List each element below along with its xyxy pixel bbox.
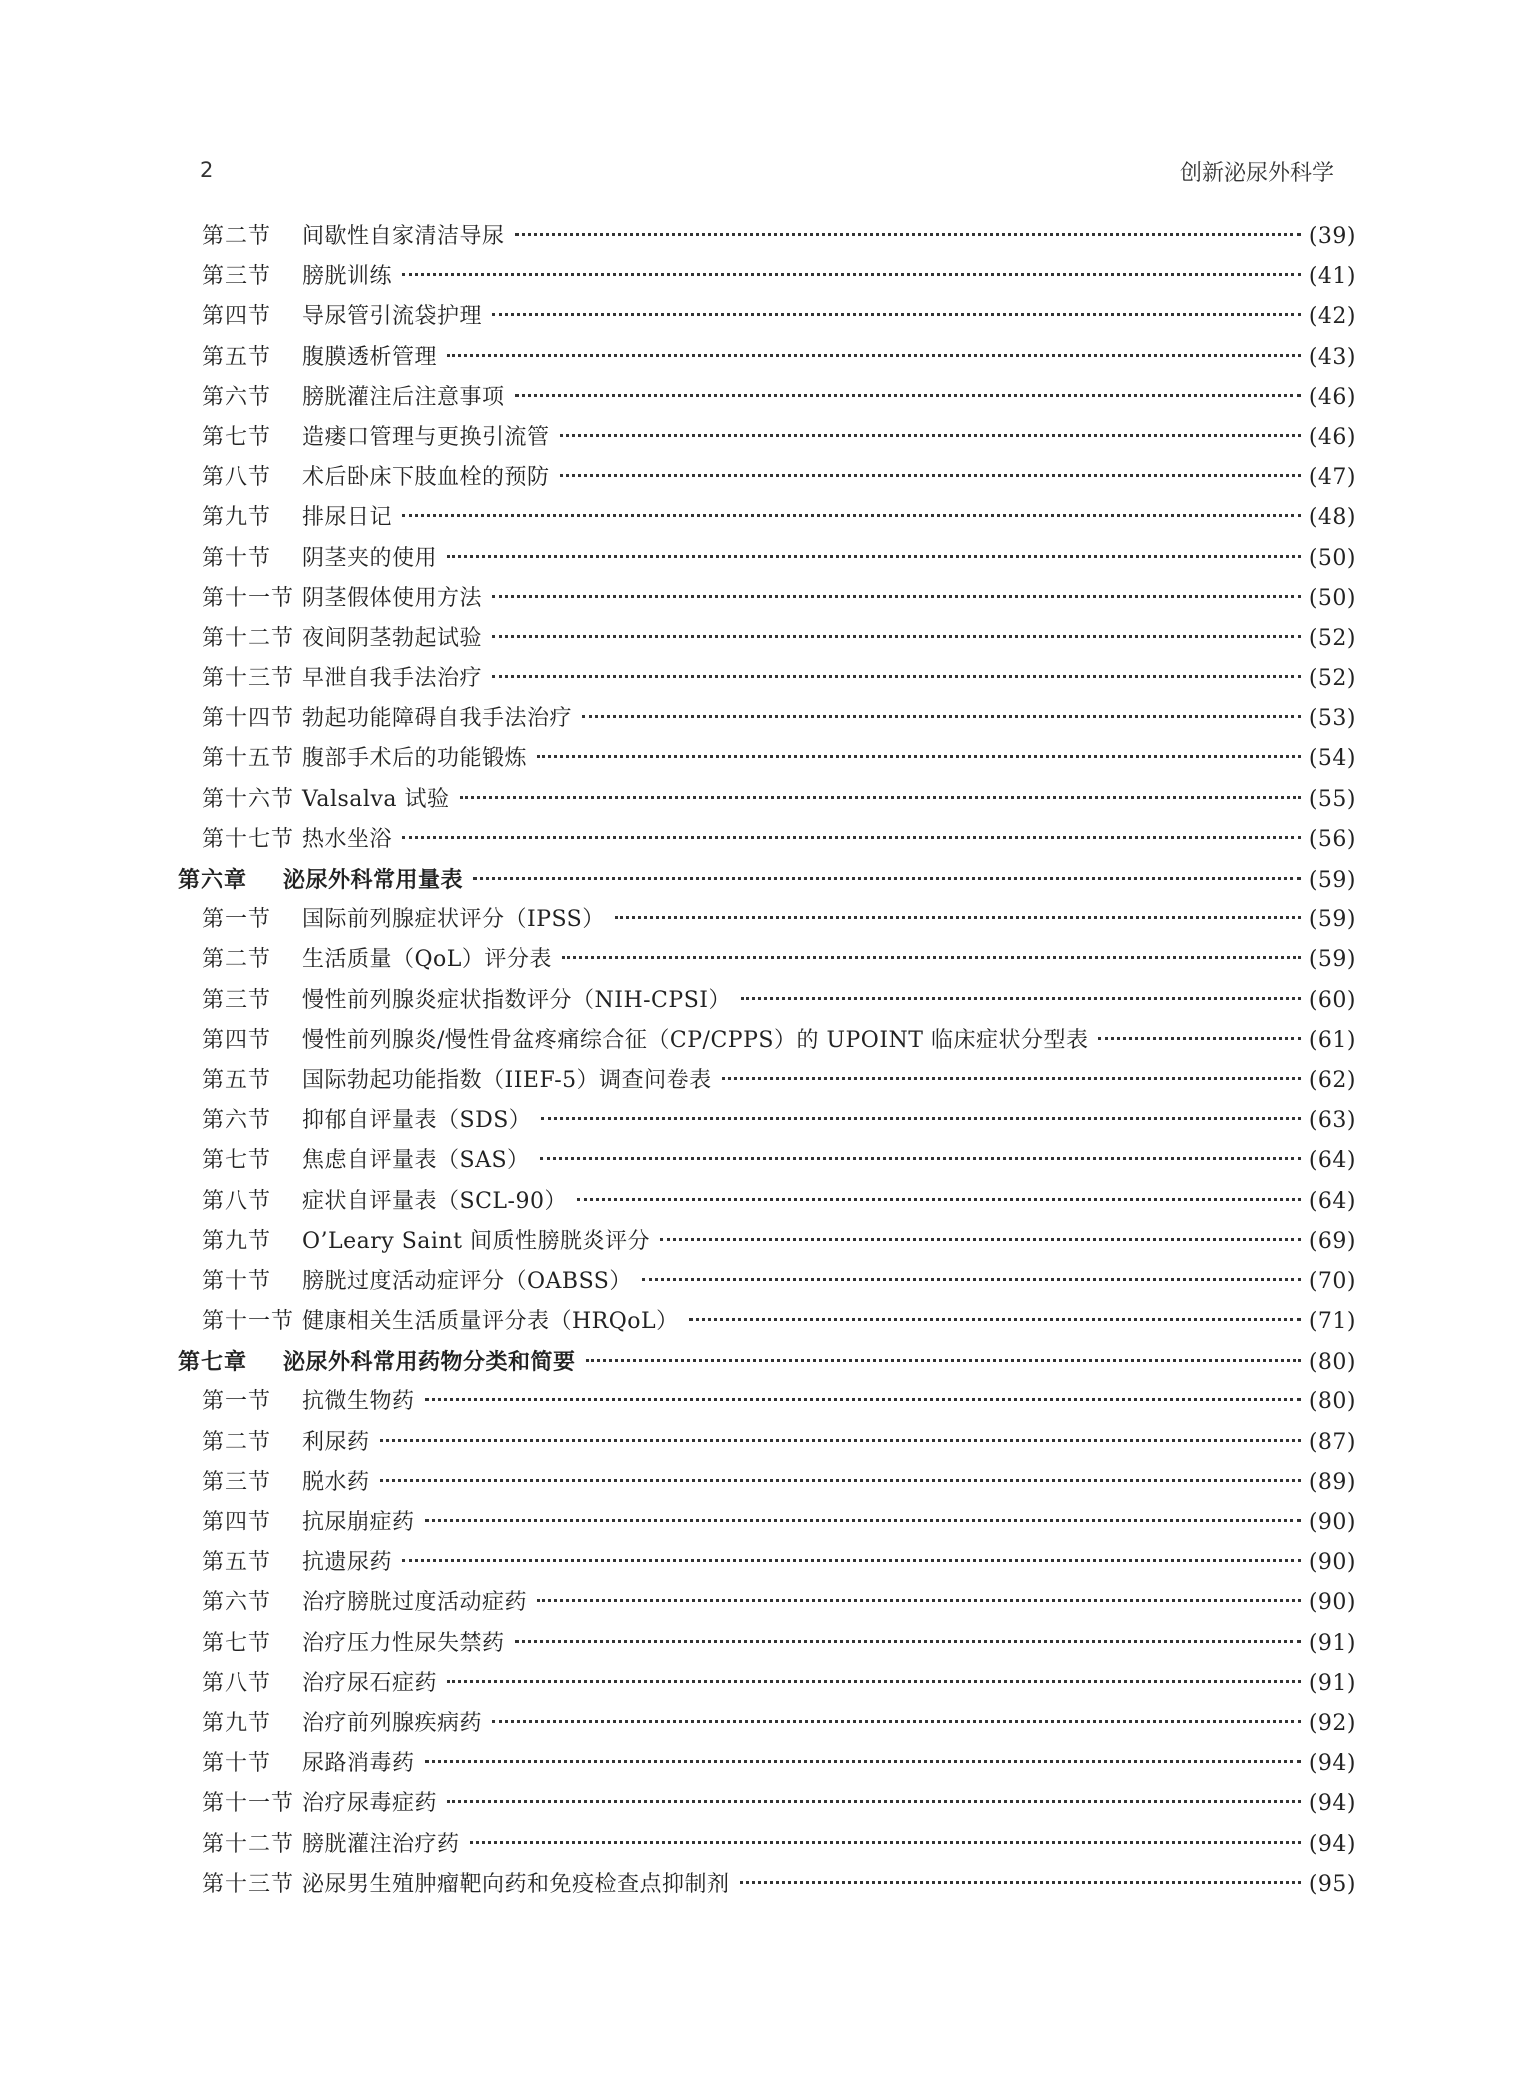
dot-leader <box>402 836 1301 839</box>
toc-entry-label: 第五节 <box>202 1550 272 1576</box>
toc-section-entry[interactable] <box>178 1262 1356 1302</box>
toc-entry-label: 第八节 <box>202 465 272 491</box>
dot-leader <box>492 313 1301 316</box>
toc-entry-label: 第九节 <box>202 1710 272 1736</box>
toc-entry-label: 第七节 <box>202 1630 272 1656</box>
toc-entry-title: 抗遗尿药 <box>302 1550 393 1576</box>
toc-entry-page: (90) <box>1308 1550 1356 1576</box>
toc-section-entry[interactable] <box>178 1101 1356 1141</box>
dot-leader <box>540 1157 1301 1160</box>
toc-entry-page: (92) <box>1308 1710 1356 1736</box>
toc-entry-title: 治疗尿石症药 <box>302 1670 438 1696</box>
toc-entry-title: 勃起功能障碍自我手法治疗 <box>302 706 573 732</box>
dot-leader <box>515 1640 1301 1643</box>
toc-entry-title: 尿路消毒药 <box>302 1751 415 1777</box>
dot-leader <box>1098 1037 1300 1040</box>
toc-section-entry[interactable] <box>178 1463 1356 1503</box>
toc-entry-page: (60) <box>1308 987 1356 1013</box>
toc-entry-page: (91) <box>1308 1670 1356 1696</box>
dot-leader <box>562 956 1301 959</box>
toc-entry-title: 夜间阴茎勃起试验 <box>302 625 483 651</box>
toc-entry-label: 第十节 <box>202 1751 272 1777</box>
dot-leader <box>380 1479 1301 1482</box>
toc-entry-page: (46) <box>1308 384 1356 410</box>
dot-leader <box>425 1398 1301 1401</box>
toc-entry-title: 泌尿外科常用药物分类和简要 <box>283 1349 576 1376</box>
toc-entry-page: (52) <box>1308 625 1356 651</box>
toc-entry-page: (59) <box>1308 907 1356 933</box>
toc-entry-title: 早泄自我手法治疗 <box>302 666 483 692</box>
dot-leader <box>492 1720 1301 1723</box>
dot-leader <box>402 514 1301 517</box>
toc-entry-title: 膀胱灌注治疗药 <box>302 1831 460 1857</box>
toc-chapter-entry[interactable] <box>178 1342 1356 1382</box>
toc-section-entry[interactable] <box>178 1825 1356 1865</box>
running-title: 创新泌尿外科学 <box>1179 161 1334 186</box>
toc-section-entry[interactable] <box>178 1302 1356 1342</box>
toc-entry-label: 第二节 <box>202 224 272 249</box>
dot-leader <box>447 1800 1301 1803</box>
toc-entry-title: 膀胱训练 <box>302 264 393 290</box>
toc-section-entry[interactable] <box>178 1141 1356 1181</box>
toc-section-entry[interactable] <box>178 1061 1356 1101</box>
toc-entry-label: 第九节 <box>202 1228 272 1254</box>
toc-entry-label: 第七节 <box>202 1148 272 1174</box>
toc-entry-title: 利尿药 <box>302 1429 370 1455</box>
dot-leader <box>537 1599 1301 1602</box>
toc-entry-title: 术后卧床下肢血栓的预防 <box>302 465 550 491</box>
toc-entry-label: 第九节 <box>202 505 272 531</box>
toc-entry-title: O’Leary Saint 间质性膀胱炎评分 <box>302 1228 650 1254</box>
toc-entry-label: 第八节 <box>202 1670 272 1696</box>
toc-entry-page: (59) <box>1308 947 1356 973</box>
toc-entry-title: 泌尿外科常用量表 <box>283 867 464 893</box>
toc-entry-title: 间歇性自家清洁导尿 <box>302 224 505 249</box>
toc-entry-page: (62) <box>1308 1067 1356 1093</box>
toc-entry-page: (94) <box>1308 1791 1356 1817</box>
toc-entry-label: 第十六节 <box>202 786 295 812</box>
toc-entry-title: 泌尿男生殖肿瘤靶向药和免疫检查点抑制剂 <box>302 1871 730 1897</box>
toc-section-entry[interactable] <box>178 297 1356 337</box>
dot-leader <box>425 1519 1301 1522</box>
toc-entry-page: (70) <box>1308 1268 1356 1294</box>
dot-leader <box>586 1359 1301 1362</box>
toc-section-entry[interactable] <box>178 659 1356 699</box>
toc-entry-page: (50) <box>1308 545 1356 571</box>
toc-entry-page: (47) <box>1308 465 1356 491</box>
toc-entry-title: 热水坐浴 <box>302 826 393 852</box>
toc-entry-label: 第十节 <box>202 1268 272 1294</box>
toc-section-entry[interactable] <box>178 1744 1356 1784</box>
dot-leader <box>447 555 1301 558</box>
toc-entry-label: 第十二节 <box>202 1831 295 1857</box>
dot-leader <box>402 273 1301 276</box>
toc-entry-title: 慢性前列腺炎症状指数评分（NIH-CPSI） <box>302 987 731 1013</box>
dot-leader <box>492 595 1301 598</box>
dot-leader <box>492 635 1301 638</box>
toc-entry-label: 第十五节 <box>202 746 295 772</box>
toc-section-entry[interactable] <box>178 619 1356 659</box>
toc-entry-title: 阴茎夹的使用 <box>302 545 438 571</box>
toc-entry-title: 治疗前列腺疾病药 <box>302 1710 483 1736</box>
toc-section-entry[interactable] <box>178 1624 1356 1664</box>
toc-entry-title: 焦虑自评量表（SAS） <box>302 1148 530 1174</box>
toc-entry-page: (42) <box>1308 304 1356 330</box>
toc-entry-title: 膀胱过度活动症评分（OABSS） <box>302 1268 632 1294</box>
toc-entry-label: 第一节 <box>202 1389 272 1415</box>
toc-entry-label: 第十三节 <box>202 666 295 692</box>
dot-leader <box>473 877 1301 880</box>
toc-entry-title: 腹膜透析管理 <box>302 344 438 370</box>
dot-leader <box>741 997 1301 1000</box>
dot-leader <box>660 1238 1301 1241</box>
toc-section-entry[interactable] <box>178 1543 1356 1583</box>
page-number: 2 <box>200 158 214 182</box>
toc-entry-page: (80) <box>1308 1389 1356 1415</box>
toc-entry-label: 第四节 <box>202 304 272 330</box>
toc-entry-label: 第四节 <box>202 1027 272 1053</box>
toc-entry-title: 抗尿崩症药 <box>302 1510 415 1535</box>
toc-section-entry[interactable] <box>178 1865 1356 1905</box>
toc-entry-label: 第六节 <box>202 1108 272 1134</box>
toc-entry-page: (54) <box>1308 746 1356 772</box>
toc-entry-page: (91) <box>1308 1630 1356 1656</box>
toc-entry-page: (52) <box>1308 666 1356 692</box>
toc-entry-title: 排尿日记 <box>302 505 393 531</box>
toc-section-entry[interactable] <box>178 820 1356 860</box>
toc-entry-page: (71) <box>1308 1309 1356 1335</box>
toc-entry-title: Valsalva 试验 <box>302 786 450 812</box>
dot-leader <box>425 1760 1301 1763</box>
table-of-contents <box>178 217 1356 1905</box>
toc-entry-page: (94) <box>1308 1751 1356 1777</box>
toc-section-entry[interactable] <box>178 378 1356 418</box>
toc-entry-title: 健康相关生活质量评分表（HRQoL） <box>302 1309 679 1335</box>
toc-entry-label: 第七节 <box>202 424 272 450</box>
dot-leader <box>515 233 1301 236</box>
toc-entry-title: 导尿管引流袋护理 <box>302 304 483 330</box>
toc-section-entry[interactable] <box>178 1583 1356 1623</box>
toc-section-entry[interactable] <box>178 1382 1356 1422</box>
toc-section-entry[interactable] <box>178 780 1356 820</box>
toc-entry-label: 第五节 <box>202 344 272 370</box>
dot-leader <box>541 1117 1301 1120</box>
toc-entry-title: 慢性前列腺炎/慢性骨盆疼痛综合征（CP/CPPS）的 UPOINT 临床症状分型表 <box>302 1027 1089 1053</box>
toc-section-entry[interactable] <box>178 418 1356 458</box>
toc-entry-label: 第五节 <box>202 1067 272 1093</box>
dot-leader <box>447 1680 1301 1683</box>
toc-entry-label: 第十七节 <box>202 826 295 852</box>
toc-section-entry[interactable] <box>178 1784 1356 1824</box>
dot-leader <box>470 1841 1301 1844</box>
toc-entry-label: 第二节 <box>202 947 272 973</box>
toc-entry-page: (53) <box>1308 706 1356 732</box>
dot-leader <box>447 354 1301 357</box>
toc-entry-label: 第六章 <box>178 867 248 893</box>
toc-entry-page: (87) <box>1308 1429 1356 1455</box>
toc-section-entry[interactable] <box>178 1182 1356 1222</box>
page-header <box>200 150 1334 190</box>
toc-entry-page: (89) <box>1308 1469 1356 1495</box>
toc-entry-page: (59) <box>1308 868 1356 893</box>
toc-entry-title: 国际前列腺症状评分（IPSS） <box>302 907 605 933</box>
toc-entry-page: (39) <box>1308 224 1356 249</box>
toc-entry-label: 第七章 <box>178 1349 248 1376</box>
dot-leader <box>740 1881 1301 1884</box>
toc-entry-label: 第三节 <box>202 264 272 290</box>
toc-entry-label: 第三节 <box>202 1469 272 1495</box>
toc-entry-label: 第六节 <box>202 384 272 410</box>
toc-section-entry[interactable] <box>178 1021 1356 1061</box>
toc-entry-title: 抑郁自评量表（SDS） <box>302 1108 532 1134</box>
dot-leader <box>577 1198 1301 1201</box>
toc-entry-label: 第十四节 <box>202 706 295 732</box>
toc-section-entry[interactable] <box>178 1664 1356 1704</box>
toc-section-entry[interactable] <box>178 217 1356 257</box>
toc-entry-title: 脱水药 <box>302 1469 370 1495</box>
toc-entry-title: 抗微生物药 <box>302 1389 415 1415</box>
toc-section-entry[interactable] <box>178 1423 1356 1463</box>
dot-leader <box>560 434 1301 437</box>
toc-entry-label: 第六节 <box>202 1590 272 1616</box>
toc-section-entry[interactable] <box>178 900 1356 940</box>
toc-entry-page: (63) <box>1308 1108 1356 1134</box>
toc-entry-page: (94) <box>1308 1831 1356 1857</box>
toc-entry-label: 第十二节 <box>202 625 295 651</box>
toc-section-entry[interactable] <box>178 940 1356 980</box>
toc-entry-page: (61) <box>1308 1027 1356 1053</box>
toc-entry-page: (56) <box>1308 826 1356 852</box>
toc-section-entry[interactable] <box>178 739 1356 779</box>
toc-entry-title: 生活质量（QoL）评分表 <box>302 947 552 973</box>
toc-section-entry[interactable] <box>178 257 1356 297</box>
toc-entry-page: (90) <box>1308 1510 1356 1535</box>
toc-entry-title: 国际勃起功能指数（IIEF-5）调查问卷表 <box>302 1067 712 1093</box>
toc-entry-page: (50) <box>1308 585 1356 611</box>
toc-entry-page: (41) <box>1308 264 1356 290</box>
toc-entry-page: (80) <box>1308 1350 1356 1376</box>
dot-leader <box>560 474 1301 477</box>
toc-entry-label: 第二节 <box>202 1429 272 1455</box>
dot-leader <box>515 394 1301 397</box>
dot-leader <box>492 675 1301 678</box>
toc-section-entry[interactable] <box>178 579 1356 619</box>
toc-entry-page: (64) <box>1308 1188 1356 1214</box>
toc-entry-label: 第四节 <box>202 1510 272 1535</box>
toc-entry-title: 膀胱灌注后注意事项 <box>302 384 505 410</box>
dot-leader <box>537 755 1301 758</box>
dot-leader <box>380 1439 1301 1442</box>
toc-section-entry[interactable] <box>178 498 1356 538</box>
toc-entry-title: 治疗压力性尿失禁药 <box>302 1630 505 1656</box>
toc-entry-title: 治疗尿毒症药 <box>302 1791 438 1817</box>
toc-entry-title: 腹部手术后的功能锻炼 <box>302 746 528 772</box>
toc-entry-title: 症状自评量表（SCL-90） <box>302 1188 567 1214</box>
dot-leader <box>689 1318 1301 1321</box>
toc-entry-title: 治疗膀胱过度活动症药 <box>302 1590 528 1616</box>
toc-entry-page: (95) <box>1308 1871 1356 1897</box>
toc-entry-label: 第十一节 <box>202 585 295 611</box>
toc-entry-title: 造瘘口管理与更换引流管 <box>302 424 550 450</box>
toc-entry-label: 第三节 <box>202 987 272 1013</box>
toc-section-entry[interactable] <box>178 699 1356 739</box>
toc-entry-label: 第八节 <box>202 1188 272 1214</box>
toc-entry-title: 阴茎假体使用方法 <box>302 585 483 611</box>
dot-leader <box>582 715 1301 718</box>
dot-leader <box>615 916 1301 919</box>
toc-section-entry[interactable] <box>178 338 1356 378</box>
dot-leader <box>642 1278 1301 1281</box>
toc-entry-page: (90) <box>1308 1590 1356 1616</box>
dot-leader <box>460 796 1301 799</box>
toc-section-entry[interactable] <box>178 458 1356 498</box>
toc-entry-label: 第十一节 <box>202 1791 295 1817</box>
toc-entry-label: 第十一节 <box>202 1309 295 1335</box>
toc-section-entry[interactable] <box>178 1222 1356 1262</box>
dot-leader <box>402 1559 1301 1562</box>
toc-entry-label: 第十三节 <box>202 1871 295 1897</box>
toc-section-entry[interactable] <box>178 1704 1356 1744</box>
toc-entry-page: (55) <box>1308 786 1356 812</box>
dot-leader <box>722 1077 1301 1080</box>
toc-section-entry[interactable] <box>178 981 1356 1021</box>
toc-entry-page: (46) <box>1308 424 1356 450</box>
toc-section-entry[interactable] <box>178 539 1356 579</box>
toc-entry-page: (48) <box>1308 505 1356 531</box>
toc-chapter-entry[interactable] <box>178 860 1356 900</box>
toc-section-entry[interactable] <box>178 1503 1356 1543</box>
toc-entry-label: 第一节 <box>202 907 272 933</box>
toc-entry-page: (64) <box>1308 1148 1356 1174</box>
toc-entry-label: 第十节 <box>202 545 272 571</box>
toc-entry-page: (43) <box>1308 344 1356 370</box>
toc-entry-page: (69) <box>1308 1228 1356 1254</box>
